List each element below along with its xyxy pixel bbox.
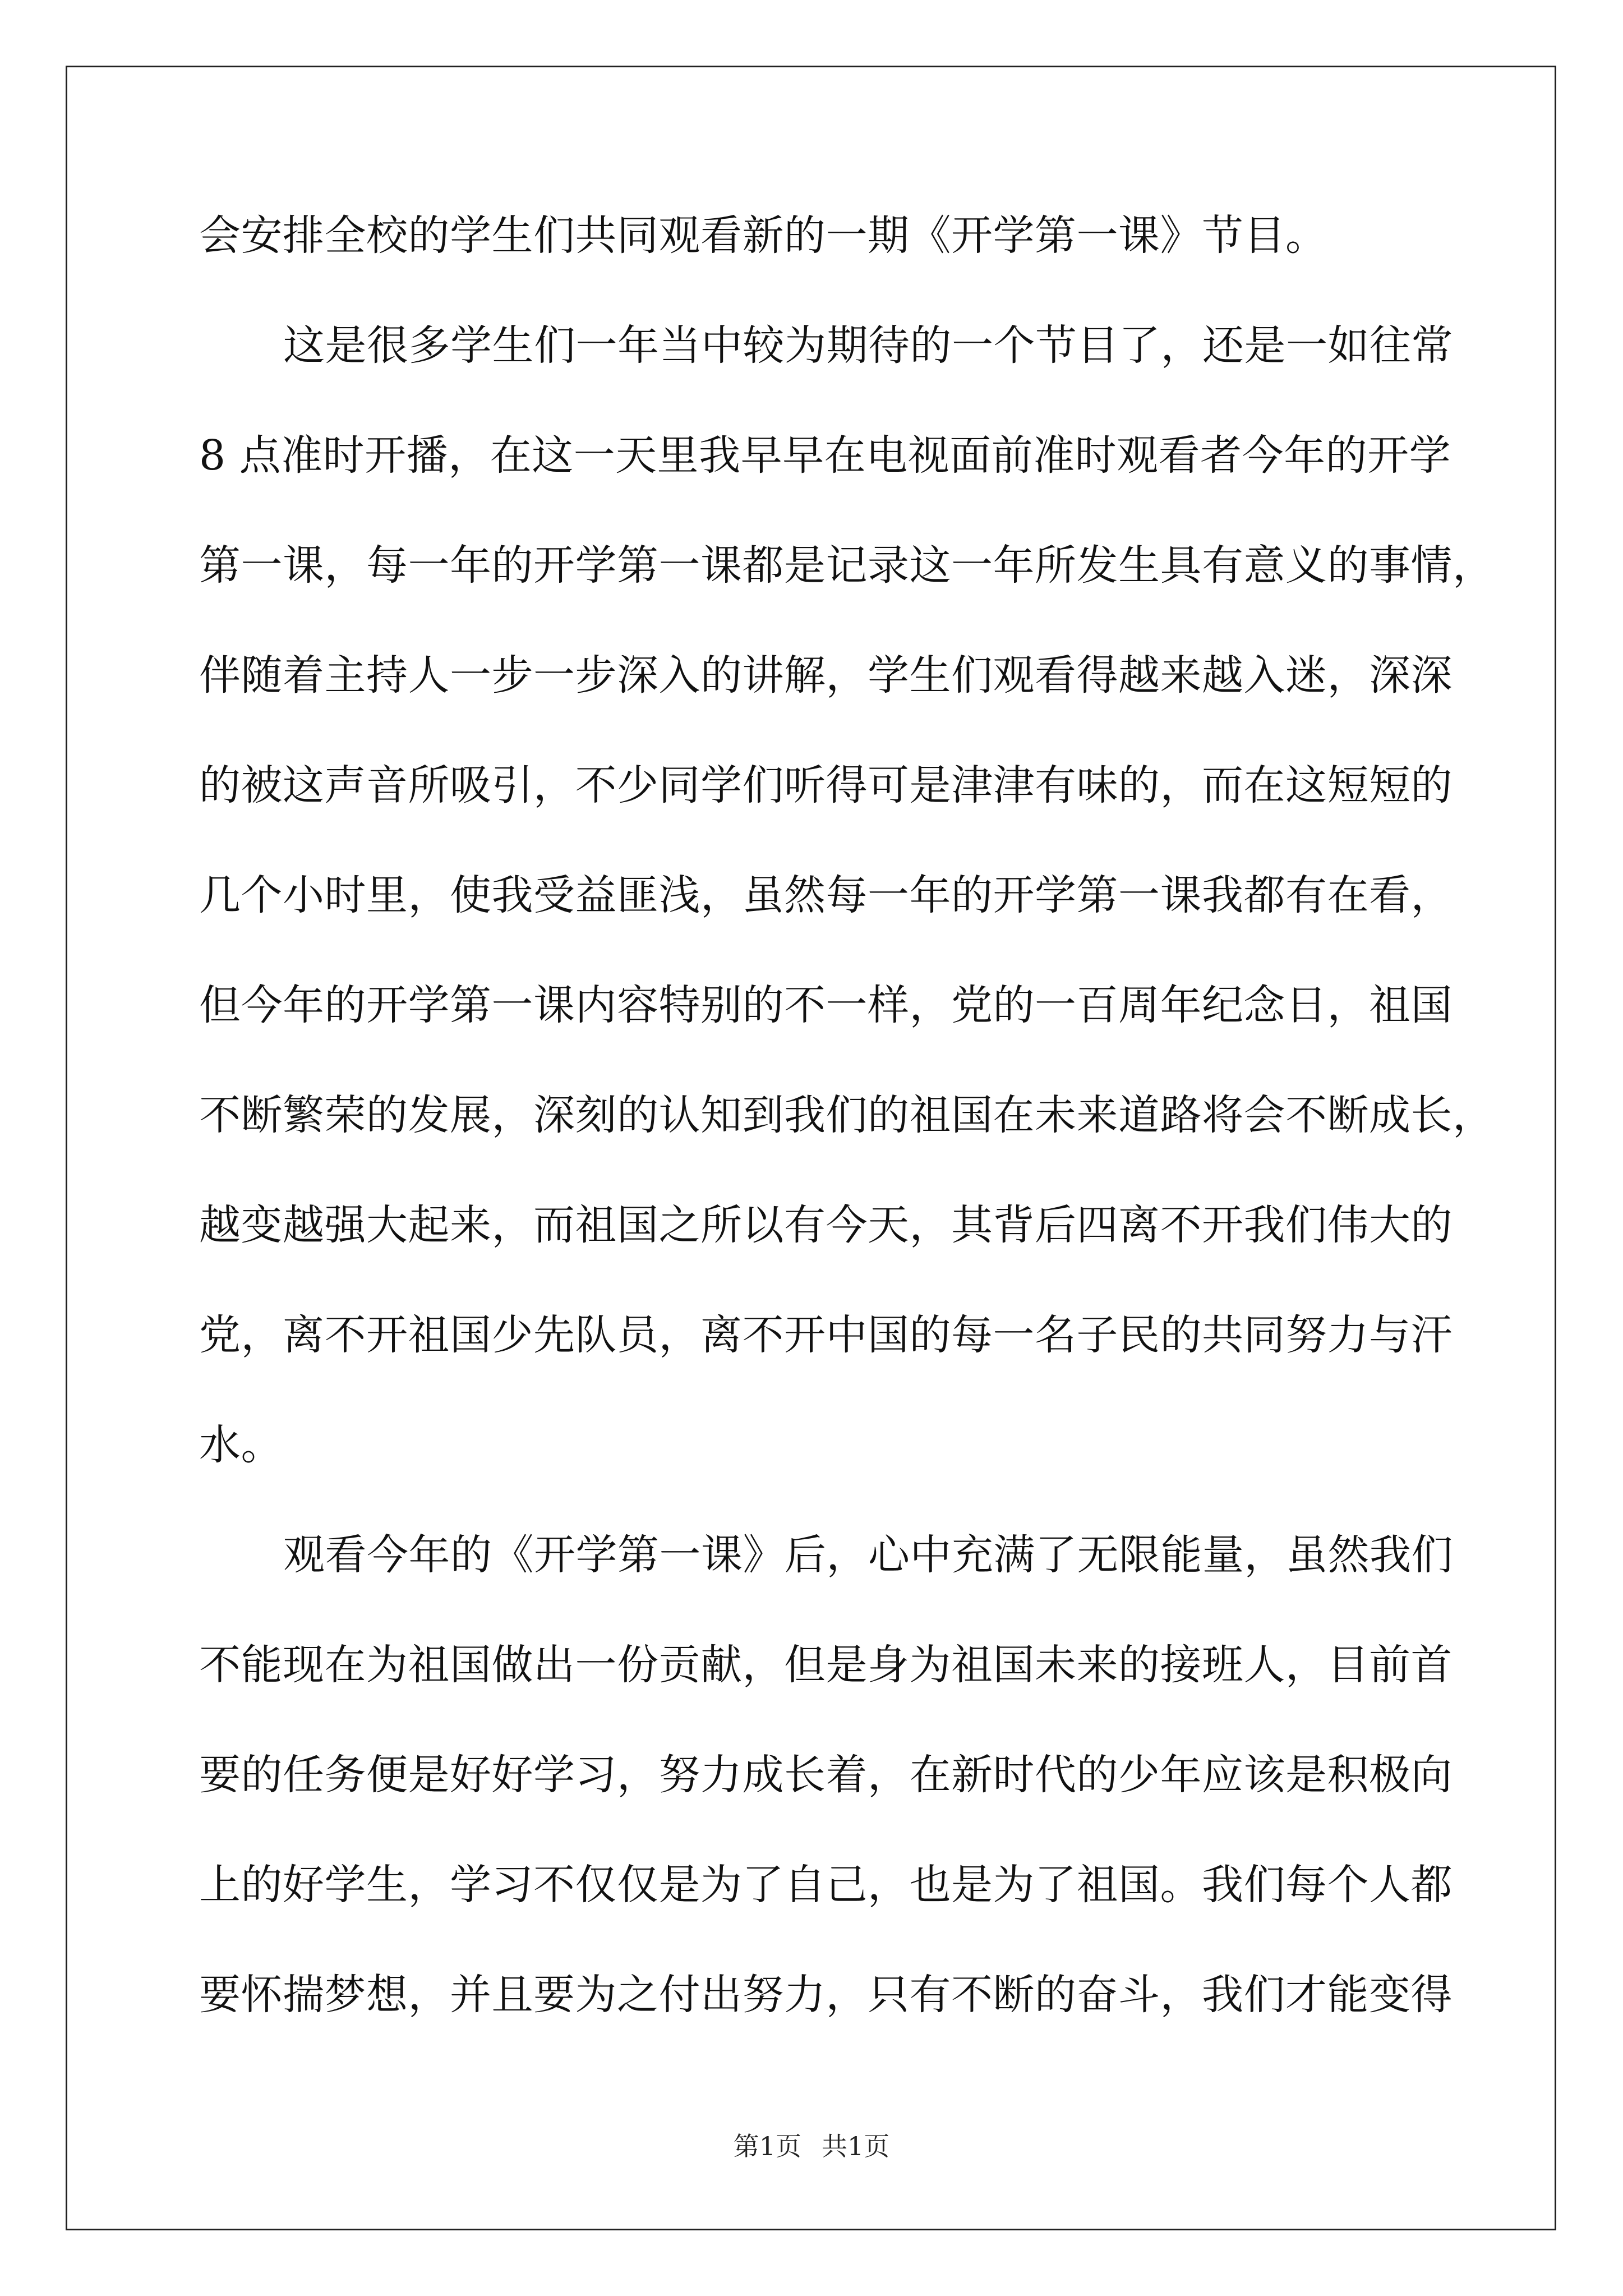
paragraph-start-line: 这是很多学生们一年当中较为期待的一个节目了，还是一如往常	[283, 321, 1453, 370]
text-line: 不断繁荣的发展，深刻的认知到我们的祖国在未来道路将会不断成长，	[199, 1091, 1495, 1139]
text-line: 第一课，每一年的开学第一课都是记录这一年所发生具有意义的事情，	[199, 541, 1495, 590]
page-total: 共1页	[822, 2131, 890, 2161]
text-line: 的被这声音所吸引，不少同学们听得可是津津有味的，而在这短短的	[199, 761, 1453, 809]
text-line: 会安排全校的学生们共同观看新的一期《开学第一课》节目。	[199, 211, 1327, 260]
page-footer	[0, 2129, 1623, 2163]
text-line: 8 点准时开播，在这一天里我早早在电视面前准时观看者今年的开学	[199, 431, 1451, 480]
text-line: 水。	[199, 1421, 283, 1469]
text-line: 但今年的开学第一课内容特别的不一样，党的一百周年纪念日，祖国	[199, 981, 1453, 1029]
text-line: 要的任务便是好好学习，努力成长着，在新时代的少年应该是积极向	[199, 1751, 1453, 1799]
text-line: 越变越强大起来，而祖国之所以有今天，其背后四离不开我们伟大的	[199, 1201, 1453, 1249]
text-line: 伴随着主持人一步一步深入的讲解，学生们观看得越来越入迷，深深	[199, 651, 1453, 700]
paragraph-start-line: 观看今年的《开学第一课》后，心中充满了无限能量，虽然我们	[283, 1531, 1453, 1579]
text-line: 要怀揣梦想，并且要为之付出努力，只有不断的奋斗，我们才能变得	[199, 1971, 1453, 2019]
text-line: 不能现在为祖国做出一份贡献，但是身为祖国未来的接班人，目前首	[199, 1641, 1453, 1689]
text-line: 党，离不开祖国少先队员，离不开中国的每一名子民的共同努力与汗	[199, 1311, 1453, 1359]
text-line: 上的好学生，学习不仅仅是为了自己，也是为了祖国。我们每个人都	[199, 1861, 1453, 1909]
text-line: 几个小时里，使我受益匪浅，虽然每一年的开学第一课我都有在看，	[199, 871, 1453, 919]
page-number: 第1页	[733, 2131, 801, 2161]
